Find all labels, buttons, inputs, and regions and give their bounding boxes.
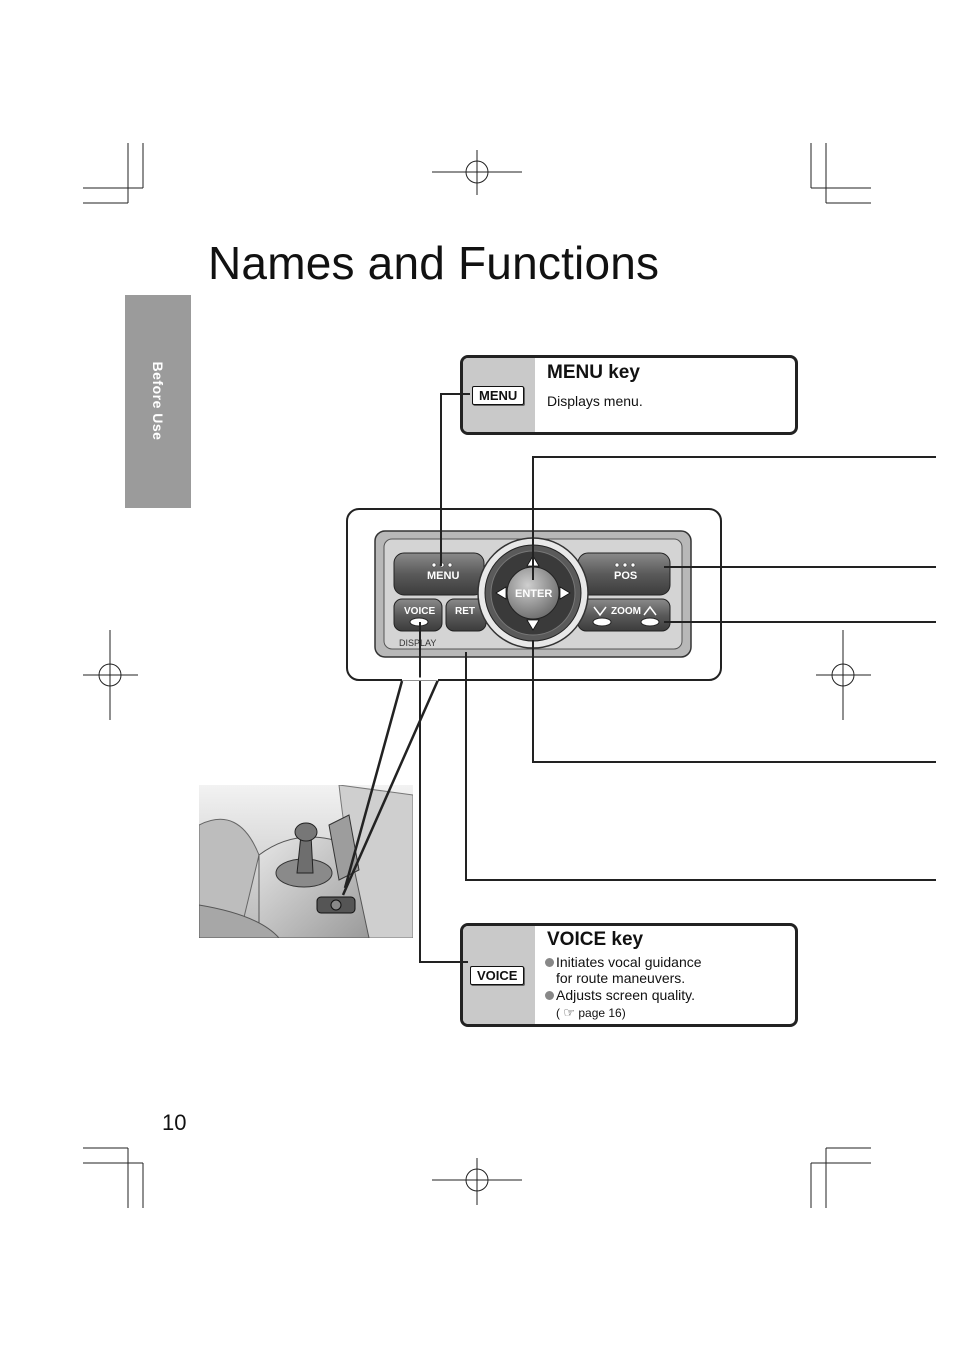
ret-button-label: RET — [455, 606, 475, 617]
voice-bullet-1: Initiates vocal guidance — [545, 954, 702, 970]
menu-key-description: Displays menu. — [547, 393, 643, 409]
zoom-button-label: ZOOM — [611, 606, 641, 617]
voice-key-heading: VOICE key — [547, 929, 644, 950]
voice-keycap: VOICE — [470, 966, 524, 985]
bullet-icon — [545, 958, 554, 967]
bullet-icon — [545, 991, 554, 1000]
voice-button-label: VOICE — [404, 606, 436, 617]
page-reference: ( ☞ page 16) — [556, 1005, 626, 1020]
display-label: DISPLAY — [399, 638, 437, 648]
voice-key-callout — [460, 923, 798, 1027]
car-console-illustration — [199, 785, 413, 938]
hand-pointer-icon: ☞ — [563, 1005, 575, 1020]
enter-button-label: ENTER — [515, 588, 553, 600]
page-title: Names and Functions — [208, 237, 660, 289]
section-tab-label: Before Use — [150, 361, 166, 441]
menu-key-callout — [460, 355, 798, 435]
menu-button-label: MENU — [427, 570, 460, 582]
page-number: 10 — [162, 1110, 187, 1135]
menu-keycap: MENU — [472, 386, 524, 405]
voice-bullet-1-cont: for route maneuvers. — [556, 970, 686, 986]
voice-bullet-2: Adjusts screen quality. — [545, 987, 695, 1003]
pos-button-label: POS — [614, 570, 638, 582]
menu-key-heading: MENU key — [547, 362, 640, 383]
